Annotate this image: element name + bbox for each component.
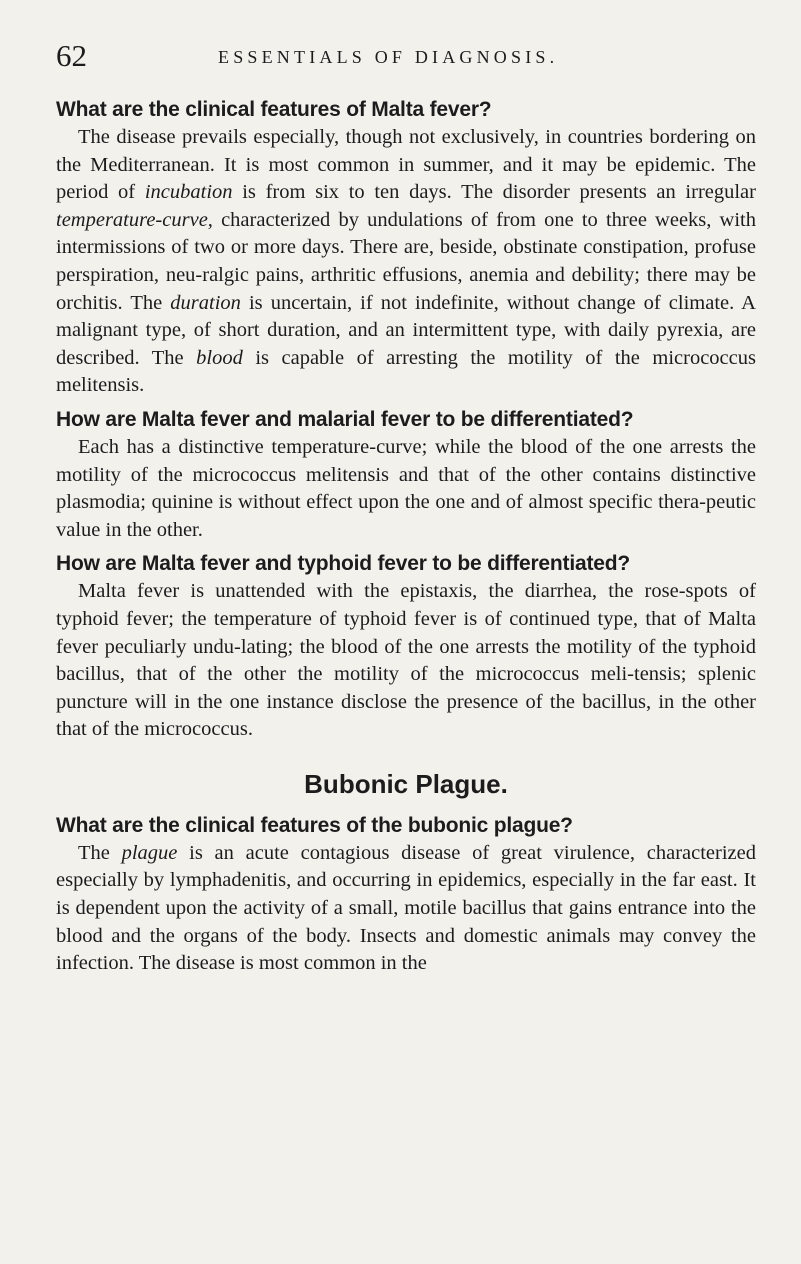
italic-term: temperature-curve, [56, 208, 213, 231]
answer-plague-features [56, 840, 756, 978]
question-plague-features: What are the clinical features of the bubonic plague? [56, 813, 573, 837]
text-run: Malta fever is unattended with the epistaxis, the diarrhea, the rose-spots of typhoid fever; the temperature of typhoid fever is of continued type, that of Malta fever peculiarly undu-lating; the blood of the one arrests the motility of the typhoid bacillus, that of the other the motility of the micrococcus meli-tensis; splenic puncture will in the one instance disclose the presence of the bacillus, in the other that of the micrococcus. [56, 580, 756, 741]
italic-term: incubation [144, 181, 233, 204]
italic-term: plague [121, 841, 178, 864]
italic-term: blood [196, 346, 243, 369]
book-page [56, 38, 756, 978]
question-malta-vs-malarial: How are Malta fever and malarial fever to be differentiated? [56, 407, 634, 431]
answer-malta-fever-features [56, 124, 756, 400]
text-run: is from six to ten days. The disorder presents an irregular [232, 181, 756, 204]
text-run: is uncertain, if not indefinite, without change of climate. A malignant type, of short duration, and an intermittent type, with daily pyrexia, are described. The [56, 291, 756, 369]
question-malta-fever-features: What are the clinical features of Malta fever? [56, 98, 492, 121]
section-title-bubonic-plague: Bubonic Plague. [304, 768, 508, 799]
running-head [56, 38, 756, 76]
answer-malta-vs-malarial [56, 434, 756, 544]
italic-term: duration [170, 291, 241, 314]
page-number: 62 [56, 38, 87, 73]
running-title: ESSENTIALS OF DIAGNOSIS. [218, 47, 559, 67]
text-run: is capable of arresting the motility of the micrococcus melitensis. [56, 346, 756, 397]
text-run: is an acute contagious disease of great virulence, characterized especially by lymphadenitis, and occurring in epidemics, especially in the far east. It is dependent upon the activity of a small, motile bacillus that gains entrance into the blood and the organs of the body. Insects and domestic animals may convey the infection. The disease is most common in the [56, 841, 756, 975]
answer-malta-vs-typhoid [56, 578, 756, 744]
text-run: The [78, 841, 122, 864]
text-run: The disease prevails especially, though not exclusively, in countries bordering on the Mediterranean. It is most common in summer, and it may be epidemic. The period of [56, 126, 756, 204]
text-run: characterized by undulations of from one to three weeks, with intermissions of two or more days. There are, beside, obstinate constipation, profuse perspiration, neu-ralgic pains, arthritic effusions, anemia and debility; there may be orchitis. The [56, 208, 756, 314]
question-malta-vs-typhoid: How are Malta fever and typhoid fever to be differentiated? [56, 552, 630, 576]
text-run: Each has a distinctive temperature-curve; while the blood of the one arrests the motility of the micrococcus melitensis and that of the other contains distinctive plasmodia; quinine is without effect upon the one and of almost specific thera-peutic value in the other. [56, 435, 756, 541]
